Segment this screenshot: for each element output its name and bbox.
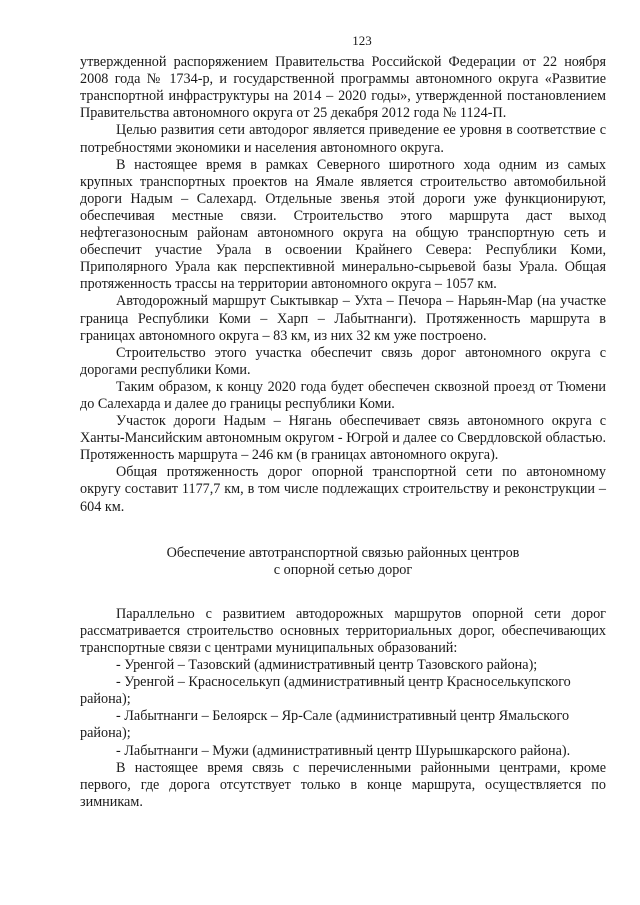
paragraph: Общая протяженность дорог опорной транспортной сети по автономному округу составит 1177,7 км, в том числе подлежащих строительству и реконструкции – 604 км. xyxy=(80,464,606,515)
list-item: - Лабытнанги – Мужи (административный центр Шурышкарского района). xyxy=(116,742,571,759)
section-heading xyxy=(80,545,606,579)
list-item: - Лабытнанги – Белоярск – Яр-Сале (административный центр Ямальского района); xyxy=(80,708,570,742)
paragraph: утвержденной распоряжением Правительства Российской Федерации от 22 ноября 2008 года № 1734-р, и государственной программы автономного округа «Развитие транспортной инфраструктуры на 2014 – 2020 годы», утвержденной постановлением Правительства автономного округа от 25 декабря 2012 года № 1124-П. xyxy=(80,54,606,122)
section-heading-line: с опорной сетью дорог xyxy=(273,561,413,578)
list-item: - Уренгой – Тазовский (административный центр Тазовского района); xyxy=(116,657,538,674)
section-heading-line: Обеспечение автотранспортной связью районных центров xyxy=(166,544,520,561)
paragraph: Автодорожный маршрут Сыктывкар – Ухта – Печора – Нарьян-Мар (на участке граница Республики Коми – Харп – Лабытнанги). Протяженность маршрута в границах автономного округа – 83 км, из них 32 км уже построено. xyxy=(80,293,606,344)
paragraph: В настоящее время связь с перечисленными районными центрами, кроме первого, где дорога отсутствует только в конце маршрута, осуществляется по зимникам. xyxy=(80,759,606,810)
paragraph: В настоящее время в рамках Северного широтного хода одним из самых крупных транспортных проектов на Ямале является строительство автомобильной дороги Надым – Салехард. Отдельные звенья этой дороги уже функционируют, обеспечивая местные связи. Строительство этого маршрута даст выход нефтегазоносным районам автономного округа на общую транспортную сеть и обеспечит участие Урала в освоении Крайнего Севера: Республики Коми, Приполярного Урала как перспективной минерально-сырьевой базы Урала. Общая протяженность трассы на территории автономного округа – 1057 км. xyxy=(80,156,606,293)
page-number: 123 xyxy=(352,33,372,48)
list-item: - Уренгой – Красноселькуп (административный центр Красноселькупского района); xyxy=(80,674,571,708)
paragraph: Параллельно с развитием автодорожных маршрутов опорной сети дорог рассматривается строительство основных территориальных дорог, обеспечивающих транспортные связи с центрами муниципальных образований: xyxy=(80,605,606,656)
paragraph: Таким образом, к концу 2020 года будет обеспечен сквозной проезд от Тюмени до Салехарда и далее до границы республики Коми. xyxy=(80,378,606,412)
paragraph: Участок дороги Надым – Нягань обеспечивает связь автономного округа с Ханты-Мансийским автономным округом - Югрой и далее со Свердловской областью. Протяженность маршрута – 246 км (в границах автономного округа). xyxy=(80,413,606,464)
paragraph: Целью развития сети автодорог является приведение ее уровня в соответствие с потребностями экономики и населения автономного округа. xyxy=(80,122,606,156)
paragraph: Строительство этого участка обеспечит связь дорог автономного округа с дорогами республики Коми. xyxy=(80,344,606,378)
